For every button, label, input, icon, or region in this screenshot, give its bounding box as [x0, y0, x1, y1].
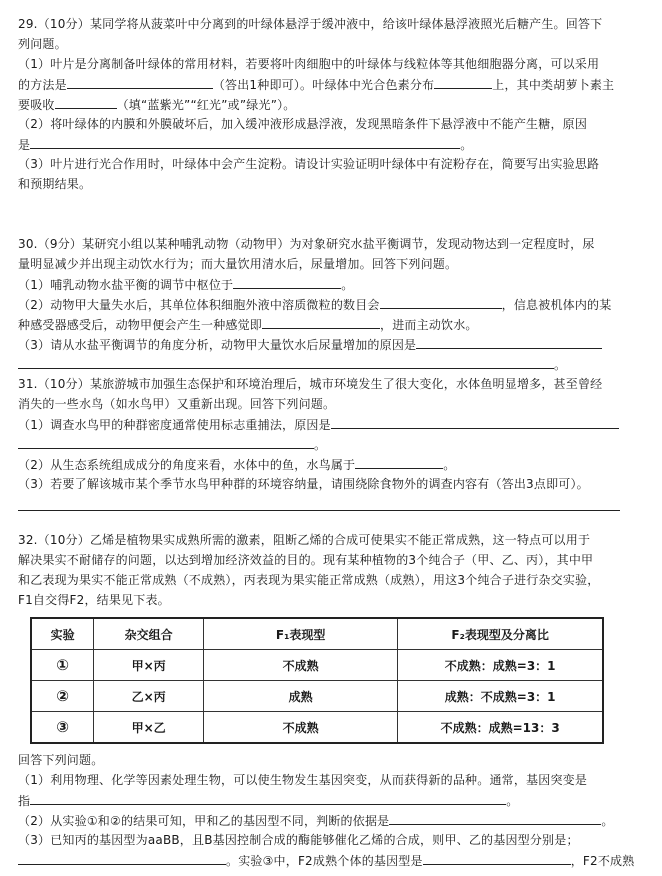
q30-l3-text-a: （1）哺乳动物水盐平衡的调节中枢位于: [18, 278, 234, 292]
q30-l3-text-b: 。: [341, 278, 354, 292]
q29-line-8: （3）叶片进行光合作用时，叶绿体中会产生淀粉。请设计实验证明叶绿体中有淀粉存在，简要写出实验思路: [18, 157, 600, 171]
answer-blank[interactable]: [434, 76, 492, 89]
q29-l4-text-c: 上，其中类胡萝卜素主: [492, 78, 615, 92]
answer-blank[interactable]: [67, 76, 213, 89]
q30-line-7: [18, 356, 566, 373]
table-header: 杂交组合: [94, 618, 204, 650]
q30-line-6: [18, 336, 602, 353]
table-cell: 不成熟: [203, 650, 397, 681]
table-header: 实验: [31, 618, 94, 650]
q30-line-4: [18, 296, 611, 313]
table-cell: ②: [31, 681, 94, 712]
q29-line-4: [18, 76, 614, 93]
table-row: [31, 650, 603, 681]
q30-l4-text-b: ，信息被机体内的某: [501, 298, 612, 312]
q31-line-1: 31.（10分）某旅游城市加强生态保护和环境治理后，城市环境发生了很大变化，水体鱼明显增多，甚至曾经: [18, 377, 603, 391]
q32-line-10: [18, 852, 634, 869]
q30-l4-text-a: （2）动物甲大量失水后，其单位体积细胞外液中溶质微粒的数目会: [18, 298, 380, 312]
q32-line-5: 回答下列问题。: [18, 753, 104, 767]
q30-line-3: [18, 276, 353, 293]
table-row: [31, 712, 603, 744]
q29-l4-text-a: 的方法是: [18, 78, 67, 92]
q32-line-2: 解决果实不耐储存的问题，以达到增加经济效益的目的。现有某种植物的3个纯合子（甲、乙、丙），其中甲: [18, 553, 594, 567]
q29-line-6: （2）将叶绿体的内膜和外膜破坏后，加入缓冲液形成悬浮液，发现黑暗条件下悬浮液中不能产生糖，原因: [18, 117, 588, 131]
table-cell: 不成熟：成熟=3：1: [398, 650, 603, 681]
table-cell: 不成熟: [203, 712, 397, 744]
q31-l5-text-a: （2）从生态系统组成成分的角度来看，水体中的鱼，水鸟属于: [18, 458, 356, 472]
answer-blank[interactable]: [18, 852, 226, 865]
q32-l8-text-a: （2）从实验①和②的结果可知，甲和乙的基因型不同，判断的依据是: [18, 814, 390, 828]
answer-blank[interactable]: [55, 96, 117, 109]
answer-blank[interactable]: [18, 436, 314, 449]
q32-line-3: 和乙表现为果实不能正常成熟（不成熟），丙表现为果实能正常成熟（成熟），用这3个纯合子进行杂交实验，: [18, 573, 600, 587]
q32-l10-text-b: ，F2不成熟: [570, 854, 635, 868]
q29-line-3: （1）叶片是分离制备叶绿体的常用材料，若要将叶肉细胞中的叶绿体与线粒体等其他细胞器分离，可以采用: [18, 57, 600, 71]
q31-line-3: [18, 416, 619, 433]
q29-l7-text-b: 。: [460, 138, 473, 152]
q30-line-5: [18, 316, 478, 333]
q30-l6-text: （3）请从水盐平衡调节的角度分析，动物甲大量饮水后尿量增加的原因是: [18, 338, 417, 352]
q32-l10-text-a: 。实验③中，F2成熟个体的基因型是: [226, 854, 423, 868]
q29-line-7: [18, 136, 472, 153]
answer-blank[interactable]: [233, 276, 341, 289]
answer-blank[interactable]: [331, 416, 619, 429]
q32-line-7: [18, 792, 518, 809]
q29-line-9: 和预期结果。: [18, 177, 92, 191]
q32-line-8: [18, 812, 614, 829]
q30-line-2: 量明显减少并出现主动饮水行为；而大量饮用清水后，尿量增加。回答下列问题。: [18, 257, 458, 271]
q29-l4-text-b: （答出1种即可）。叶绿体中光合色素分布: [212, 78, 435, 92]
q31-l3-text: （1）调查水鸟甲的种群密度通常使用标志重捕法，原因是: [18, 418, 331, 432]
table-cell: 成熟: [203, 681, 397, 712]
q32-line-4: F1自交得F2，结果见下表。: [18, 593, 170, 607]
q31-line-7: [18, 498, 620, 515]
q31-l5-text-b: 。: [443, 458, 456, 472]
q31-l4-text: 。: [314, 438, 327, 452]
q29-line-1: 29.（10分）某同学将从菠菜叶中分离到的叶绿体悬浮于缓冲液中，给该叶绿体悬浮液照光后糖产生。回答下: [18, 17, 603, 31]
answer-blank[interactable]: [380, 296, 502, 309]
q31-line-6: （3）若要了解该城市某个季节水鸟甲种群的环境容纳量，请围绕除食物外的调查内容有（答出3点即可）。: [18, 477, 589, 491]
q30-l7-text: 。: [554, 358, 567, 372]
q29-line-2: 列问题。: [18, 37, 67, 51]
q29-l5-text-a: 要吸收: [18, 98, 55, 112]
q29-l5-text-b: （填“蓝紫光”“红光”或”绿光”）。: [116, 98, 296, 112]
table-header-row: [31, 618, 603, 650]
q32-line-6: （1）利用物理、化学等因素处理生物，可以使生物发生基因突变，从而获得新的品种。通常，基因突变是: [18, 773, 588, 787]
table-cell: 甲×丙: [94, 650, 204, 681]
q30-l5-text-b: ，进而主动饮水。: [380, 318, 478, 332]
table-row: [31, 681, 603, 712]
answer-blank[interactable]: [30, 136, 460, 149]
table-cell: 成熟：不成熟=3：1: [398, 681, 603, 712]
q32-l7-text-a: 指: [18, 794, 31, 808]
answer-blank[interactable]: [18, 356, 554, 369]
answer-blank[interactable]: [416, 336, 602, 349]
table-cell: 甲×乙: [94, 712, 204, 744]
experiment-table: [30, 617, 604, 744]
table-header: F₁表现型: [203, 618, 397, 650]
q31-line-5: [18, 456, 455, 473]
q32-l8-text-b: 。: [601, 814, 614, 828]
table-cell: 乙×丙: [94, 681, 204, 712]
q29-l7-text-a: 是: [18, 138, 31, 152]
answer-blank[interactable]: [355, 456, 443, 469]
q30-l5-text-a: 种感受器感受后，动物甲便会产生一种感觉即: [18, 318, 263, 332]
q29-line-5: [18, 96, 296, 113]
q32-line-9: （3）已知丙的基因型为aaBB，且B基因控制合成的酶能够催化乙烯的合成，则甲、乙的基因型分别是；: [18, 833, 579, 847]
table-cell: ③: [31, 712, 94, 744]
q31-line-2: 消失的一些水鸟（如水鸟甲）又重新出现。回答下列问题。: [18, 397, 336, 411]
answer-blank[interactable]: [262, 316, 380, 329]
table-cell: ①: [31, 650, 94, 681]
answer-blank[interactable]: [423, 852, 571, 865]
q30-line-1: 30.（9分）某研究小组以某种哺乳动物（动物甲）为对象研究水盐平衡调节，发现动物达到一定程度时，尿: [18, 237, 595, 251]
table-cell: 不成熟：成熟=13：3: [398, 712, 603, 744]
answer-blank[interactable]: [18, 498, 620, 511]
answer-blank[interactable]: [389, 812, 601, 825]
table-header: F₂表现型及分离比: [398, 618, 603, 650]
q32-l7-text-b: 。: [506, 794, 519, 808]
answer-blank[interactable]: [30, 792, 506, 805]
q31-line-4: [18, 436, 326, 453]
q32-line-1: 32.（10分）乙烯是植物果实成熟所需的激素，阻断乙烯的合成可使果实不能正常成熟，这一特点可以用于: [18, 533, 591, 547]
